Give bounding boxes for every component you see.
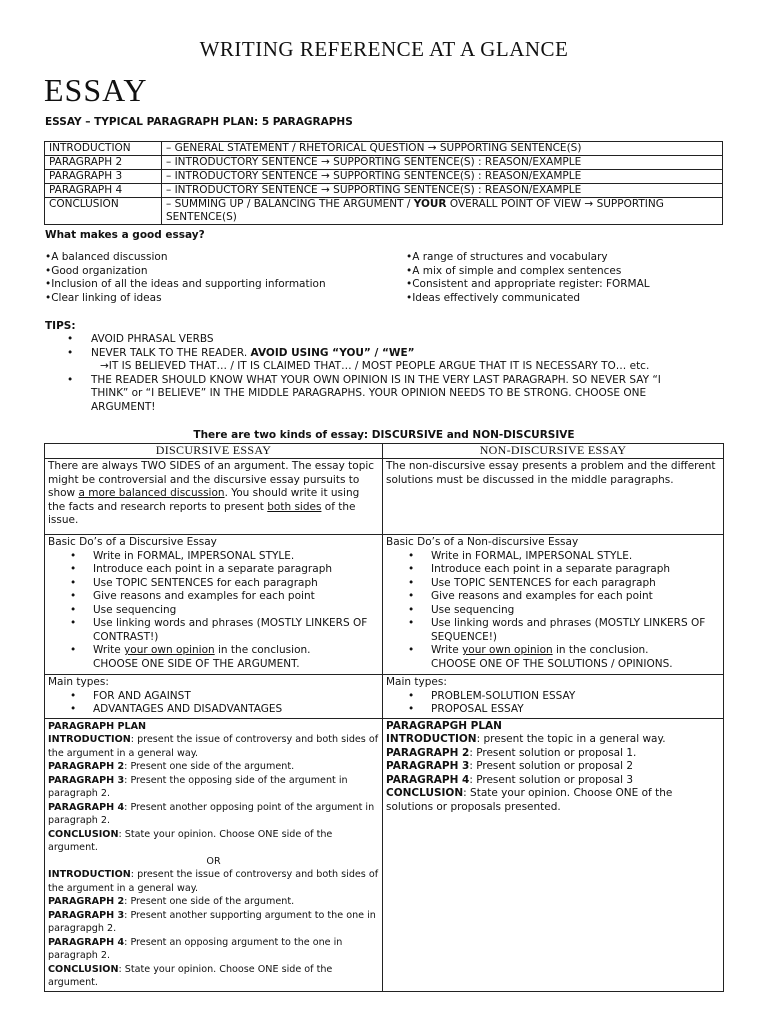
discursive-header: DISCURSIVE ESSAY xyxy=(45,444,383,459)
dos-title: Basic Do’s of a Discursive Essay xyxy=(48,536,217,548)
good-essay-list-right xyxy=(406,251,650,305)
bullet-icon: • xyxy=(408,590,415,602)
plan-item: INTRODUCTION: present the issue of controversy and both sides of the argument in a general way. xyxy=(48,734,379,759)
row-text: – INTRODUCTORY SENTENCE → SUPPORTING SENTENCE(S) : REASON/EXAMPLE xyxy=(162,156,723,170)
bullet-icon: • xyxy=(70,617,77,629)
row-label: PARAGRAPH 2 xyxy=(45,156,162,170)
list-item: •Ideas effectively communicated xyxy=(406,291,581,304)
bullet-icon: • xyxy=(67,373,74,386)
list-item: • Write your own opinion in the conclusion. CHOOSE ONE OF THE SOLUTIONS / OPINIONS. xyxy=(408,644,673,670)
plan-item: PARAGRAPH 3: Present another supporting argument to the one in paragrapgh 2. xyxy=(48,909,376,934)
table-row xyxy=(45,675,724,719)
tips-label: TIPS: xyxy=(45,320,76,332)
plan-item: PARAGRAPH 4: Present another opposing point of the argument in paragraph 2. xyxy=(48,801,375,826)
dos-list xyxy=(386,550,720,672)
nondiscursive-header: NON-DISCURSIVE ESSAY xyxy=(383,444,724,459)
bullet-icon: • xyxy=(408,603,415,616)
dos-title: Basic Do’s of a Non-discursive Essay xyxy=(386,536,579,548)
plan-item: CONCLUSION: State your opinion. Choose ONE of the solutions or proposals presented. xyxy=(386,787,673,813)
plan-item: INTRODUCTION: present the topic in a general way. xyxy=(386,733,666,745)
plan-subtitle: ESSAY – TYPICAL PARAGRAPH PLAN: 5 PARAGRAPHS xyxy=(45,116,353,128)
list-item: •A mix of simple and complex sentences xyxy=(406,264,622,277)
bullet-icon: • xyxy=(408,617,415,629)
row-label: INTRODUCTION xyxy=(45,142,162,156)
table-row xyxy=(45,444,724,459)
bullet-icon: • xyxy=(408,563,415,575)
bullet-icon: • xyxy=(70,549,77,562)
plan-item: INTRODUCTION: present the issue of controversy and both sides of the argument in a general way. xyxy=(48,869,379,894)
bullet-icon: • xyxy=(67,346,74,359)
row-label: PARAGRAPH 3 xyxy=(45,170,162,184)
list-item: • THE READER SHOULD KNOW WHAT YOUR OWN OPINION IS IN THE VERY LAST PARAGRAPH. SO NEVER SAY “I THINK” or “I BELIEVE” IN THE MIDDLE PARAGRAPHS. YOUR OPINION NEEDS TO BE STRONG. CHOOSE ONE ARGUMENT! xyxy=(67,373,661,413)
dos-list xyxy=(48,550,379,672)
plan-item: PARAGRAPH 2: Present one side of the argument. xyxy=(48,761,295,772)
plan-item: PARAGRAPH 3: Present solution or proposal 2 xyxy=(386,760,634,772)
table-row xyxy=(45,198,723,225)
list-item: • Use sequencing xyxy=(408,603,515,616)
list-item: • PROPOSAL ESSAY xyxy=(408,703,524,715)
bullet-icon: • xyxy=(67,333,74,345)
table-row xyxy=(45,718,724,991)
discursive-intro: There are always TWO SIDES of an argument. The essay topic might be controversial and the discursive essay pursuits to show a more balanced discussion. You should write it using the facts and research reports to present both sides of the issue. xyxy=(45,459,383,535)
bullet-icon: • xyxy=(70,576,77,589)
list-item: • Use TOPIC SENTENCES for each paragraph xyxy=(408,576,656,589)
plan-item: PARAGRAPH 4: Present an opposing argument to the one in paragraph 2. xyxy=(48,936,343,961)
list-item: • AVOID PHRASAL VERBS xyxy=(67,333,214,345)
plan-title: PARAGRAPH PLAN xyxy=(48,720,147,732)
types-list xyxy=(48,690,379,717)
plan-item: PARAGRAPH 2: Present solution or proposal 1. xyxy=(386,746,637,759)
list-item: • Use sequencing xyxy=(70,603,177,616)
list-item: •Clear linking of ideas xyxy=(45,291,162,304)
types-title: Main types: xyxy=(48,676,109,688)
list-item: • Write in FORMAL, IMPERSONAL STYLE. xyxy=(408,549,633,562)
page-title: WRITING REFERENCE AT A GLANCE xyxy=(199,37,569,61)
list-item: • ADVANTAGES AND DISADVANTAGES xyxy=(70,703,283,715)
bullet-icon: • xyxy=(70,644,77,656)
list-item: • FOR AND AGAINST xyxy=(70,689,191,702)
bullet-icon: • xyxy=(408,644,415,656)
list-item: • Use linking words and phrases (MOSTLY LINKERS OF CONTRAST!) xyxy=(70,617,368,643)
nondiscursive-dos xyxy=(383,535,724,675)
row-text: – INTRODUCTORY SENTENCE → SUPPORTING SENTENCE(S) : REASON/EXAMPLE xyxy=(162,170,723,184)
row-label: CONCLUSION xyxy=(45,198,162,225)
list-item: • Give reasons and examples for each point xyxy=(70,590,315,602)
bullet-icon: • xyxy=(70,590,77,602)
list-item: • Introduce each point in a separate paragraph xyxy=(70,563,333,575)
nondiscursive-intro: The non-discursive essay presents a problem and the different solutions must be discussed in the middle paragraphs. xyxy=(383,459,724,535)
bullet-icon: • xyxy=(408,703,415,715)
list-item: • Write your own opinion in the conclusion. CHOOSE ONE SIDE OF THE ARGUMENT. xyxy=(70,644,311,670)
list-item: • Give reasons and examples for each point xyxy=(408,590,653,602)
table-row xyxy=(45,142,723,156)
types-list xyxy=(386,690,720,717)
table-row xyxy=(45,535,724,675)
tips-list xyxy=(60,333,700,414)
list-item: • PROBLEM-SOLUTION ESSAY xyxy=(408,689,576,702)
list-item: •Consistent and appropriate register: FORMAL xyxy=(406,278,650,291)
discursive-paragraph-plan xyxy=(45,718,383,991)
row-text: – GENERAL STATEMENT / RHETORICAL QUESTION → SUPPORTING SENTENCE(S) xyxy=(162,142,723,156)
bullet-icon: • xyxy=(70,563,77,575)
good-essay-list-left xyxy=(45,251,326,305)
plan-item: PARAGRAPH 2: Present one side of the argument. xyxy=(48,896,295,907)
discursive-dos xyxy=(45,535,383,675)
list-item: • Write in FORMAL, IMPERSONAL STYLE. xyxy=(70,549,295,562)
plan-item: CONCLUSION: State your opinion. Choose ONE side of the argument. xyxy=(48,963,333,988)
bullet-icon: • xyxy=(408,689,415,702)
list-item: • NEVER TALK TO THE READER. AVOID USING “YOU” / “WE” →IT IS BELIEVED THAT… / IT IS CLAIMED THAT… / MOST PEOPLE ARGUE THAT IT IS NECESSARY TO… etc. xyxy=(67,346,650,372)
good-essay-question: What makes a good essay? xyxy=(45,229,205,241)
list-item: •Inclusion of all the ideas and supporting information xyxy=(45,278,326,291)
list-item: •A balanced discussion xyxy=(45,251,168,263)
row-text: – SUMMING UP / BALANCING THE ARGUMENT / YOUR OVERALL POINT OF VIEW → SUPPORTING SENTENCE(S) xyxy=(162,198,723,225)
types-title: Main types: xyxy=(386,676,447,688)
row-label: PARAGRAPH 4 xyxy=(45,184,162,198)
list-item: •A range of structures and vocabulary xyxy=(406,251,608,263)
bullet-icon: • xyxy=(70,703,77,715)
plan-item: PARAGRAPH 3: Present the opposing side of the argument in paragraph 2. xyxy=(48,774,348,799)
plan-item: CONCLUSION: State your opinion. Choose ONE side of the argument. xyxy=(48,828,333,853)
list-item: • Use TOPIC SENTENCES for each paragraph xyxy=(70,576,318,589)
list-item: •Good organization xyxy=(45,264,148,277)
table-row xyxy=(45,184,723,198)
plan-item: PARAGRAPH 4: Present solution or proposal 3 xyxy=(386,773,634,786)
or-divider: OR xyxy=(206,855,221,867)
list-item: • Use linking words and phrases (MOSTLY LINKERS OF SEQUENCE!) xyxy=(408,617,706,643)
plan-title: PARAGRAPGH PLAN xyxy=(386,719,502,732)
nondiscursive-paragraph-plan xyxy=(383,718,724,991)
table-row xyxy=(45,459,724,535)
bullet-icon: • xyxy=(408,549,415,562)
nondiscursive-types xyxy=(383,675,724,719)
row-text: – INTRODUCTORY SENTENCE → SUPPORTING SENTENCE(S) : REASON/EXAMPLE xyxy=(162,184,723,198)
bullet-icon: • xyxy=(70,689,77,702)
essay-heading: ESSAY xyxy=(44,72,148,108)
bullet-icon: • xyxy=(70,603,77,616)
discursive-types xyxy=(45,675,383,719)
list-item: • Introduce each point in a separate paragraph xyxy=(408,563,671,575)
kinds-heading: There are two kinds of essay: DISCURSIVE and NON-DISCURSIVE xyxy=(193,429,575,441)
table-row xyxy=(45,170,723,184)
paragraph-plan-table xyxy=(44,141,723,225)
bullet-icon: • xyxy=(408,576,415,589)
essay-comparison-table xyxy=(44,443,724,992)
table-row xyxy=(45,156,723,170)
